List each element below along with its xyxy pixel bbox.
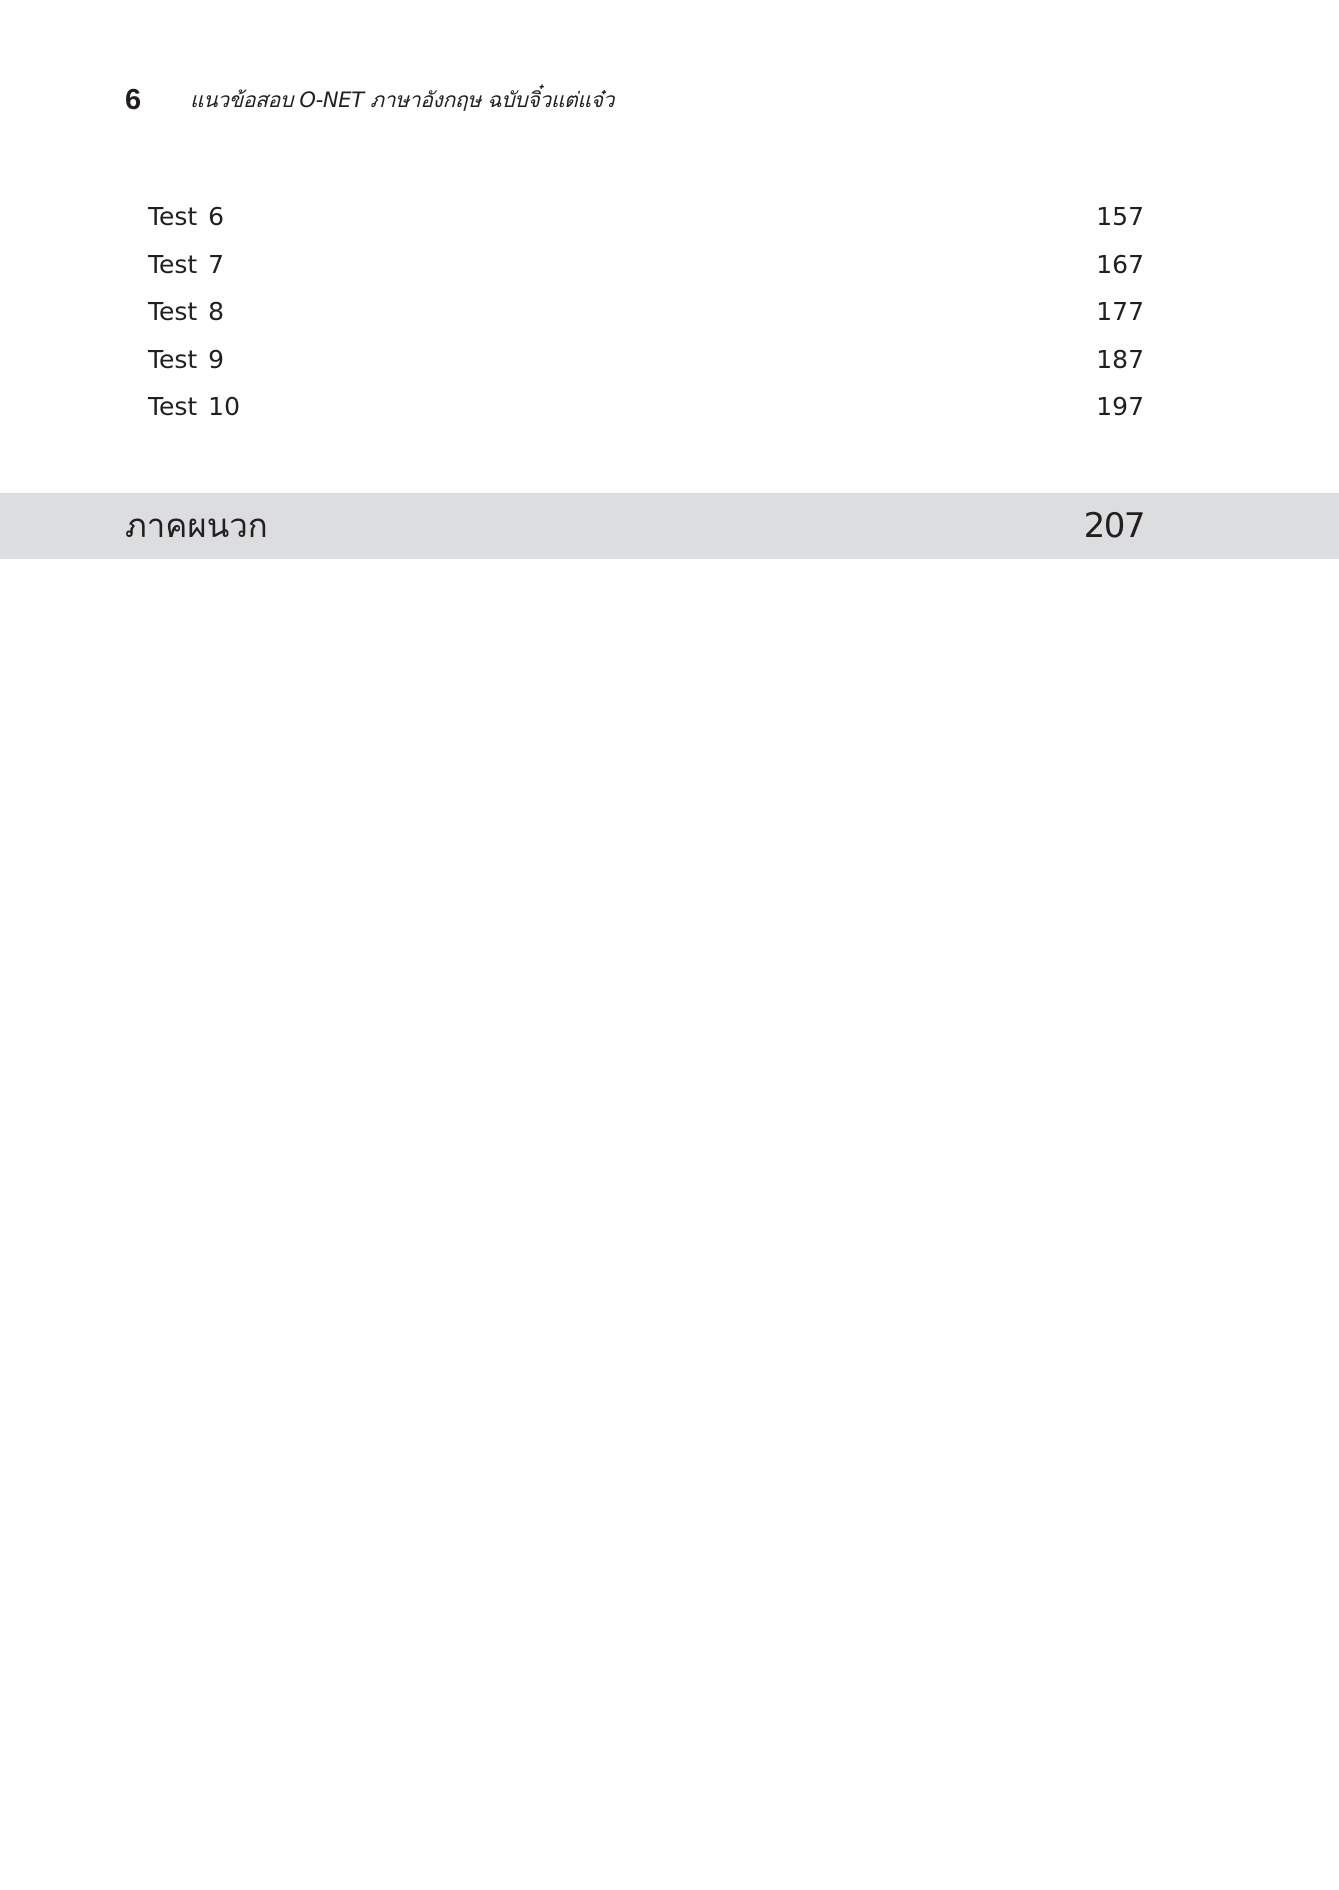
toc-entry-label: Test 6 — [148, 202, 225, 232]
toc-entry-label: Test 9 — [148, 344, 225, 374]
toc-entry-test-6 — [148, 193, 1144, 241]
toc-entry-test-7 — [148, 241, 1144, 289]
book-title: แนวข้อสอบ O-NET ภาษาอังกฤษ ฉบับจิ๋วแต่แจ๋ว — [190, 87, 615, 112]
section-page-number: 207 — [1083, 506, 1144, 546]
section-title: ภาคผนวก — [125, 506, 268, 545]
toc-entry-page: 157 — [1096, 202, 1144, 232]
toc-entry-page: 177 — [1096, 297, 1144, 327]
toc-entry-test-9 — [148, 336, 1144, 384]
page-number: 6 — [125, 83, 142, 116]
toc-entry-test-8 — [148, 288, 1144, 336]
running-header — [125, 80, 614, 120]
toc-entry-label: Test 7 — [148, 249, 225, 279]
toc-entry-label: Test 8 — [148, 297, 225, 327]
toc-entry-test-10 — [148, 383, 1144, 431]
table-of-contents — [148, 193, 1144, 431]
toc-entry-page: 167 — [1096, 249, 1144, 279]
toc-entry-page: 187 — [1096, 344, 1144, 374]
toc-entry-page: 197 — [1096, 392, 1144, 422]
appendix-section-band — [0, 493, 1339, 559]
toc-entry-label: Test 10 — [148, 392, 240, 422]
